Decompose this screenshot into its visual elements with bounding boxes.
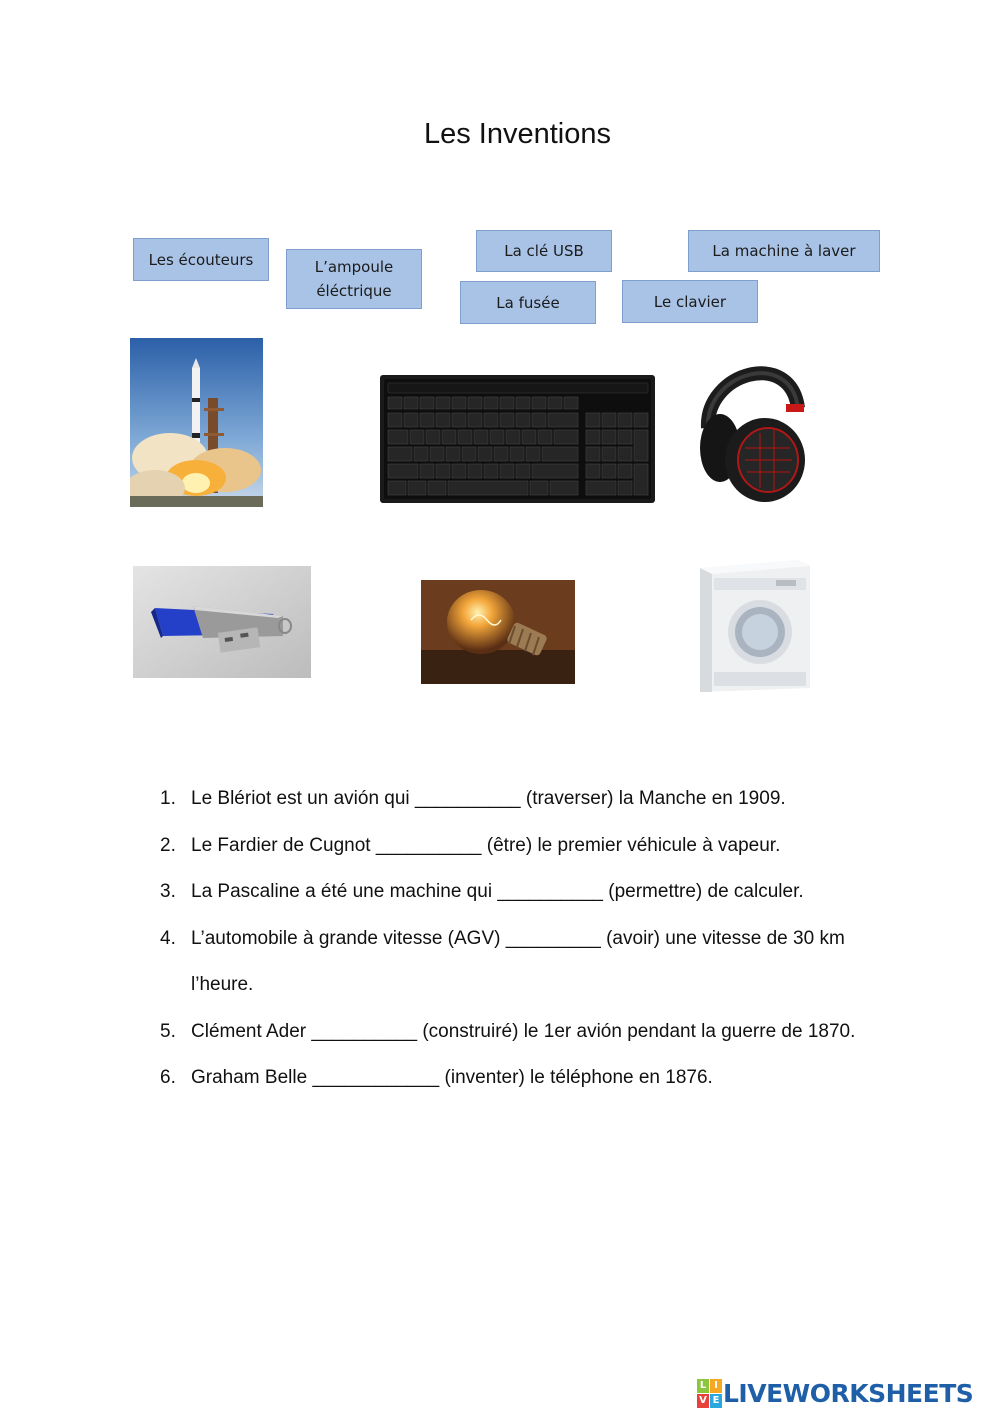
- label-machine-a-laver[interactable]: La machine à laver: [688, 230, 880, 272]
- label-fusee[interactable]: La fusée: [460, 281, 596, 324]
- rocket-launch-photo: [130, 338, 263, 507]
- keyboard-photo: [380, 375, 655, 503]
- label-cle-usb[interactable]: La clé USB: [476, 230, 612, 272]
- question-item: 6. Graham Belle ____________ (inventer) le téléphone en 1876.: [160, 1067, 713, 1088]
- question-item: 4. L’automobile à grande vitesse (AGV) _________ (avoir) une vitesse de 30 km: [160, 927, 845, 949]
- usb-key-photo: [133, 566, 311, 678]
- washing-machine-photo: [680, 556, 818, 694]
- label-ampoule[interactable]: L’ampoule éléctrique: [286, 249, 422, 309]
- label-clavier[interactable]: Le clavier: [622, 280, 758, 323]
- light-bulb-photo: [421, 580, 575, 684]
- label-ecouteurs[interactable]: Les écouteurs: [133, 238, 269, 281]
- question-list: [160, 776, 920, 1102]
- question-item: 1. Le Blériot est un avión qui __________ (traverser) la Manche en 1909.: [160, 788, 786, 809]
- liveworksheets-logo[interactable]: [697, 1376, 973, 1410]
- liveworksheets-mark-icon: L I V E: [697, 1379, 721, 1407]
- question-item-continuation: l’heure.: [191, 974, 254, 995]
- worksheet-title: Les Inventions: [423, 118, 611, 150]
- question-item: 3. La Pascaline a été une machine qui __________ (permettre) de calculer.: [160, 881, 804, 902]
- question-item: 2. Le Fardier de Cugnot __________ (être) le premier véhicule à vapeur.: [160, 834, 781, 856]
- headphones-photo: [690, 348, 810, 508]
- liveworksheets-wordmark: LIVEWORKSHEETS: [723, 1378, 974, 1408]
- question-item: 5. Clément Ader __________ (construiré) le 1er avión pendant la guerre de 1870.: [160, 1020, 856, 1042]
